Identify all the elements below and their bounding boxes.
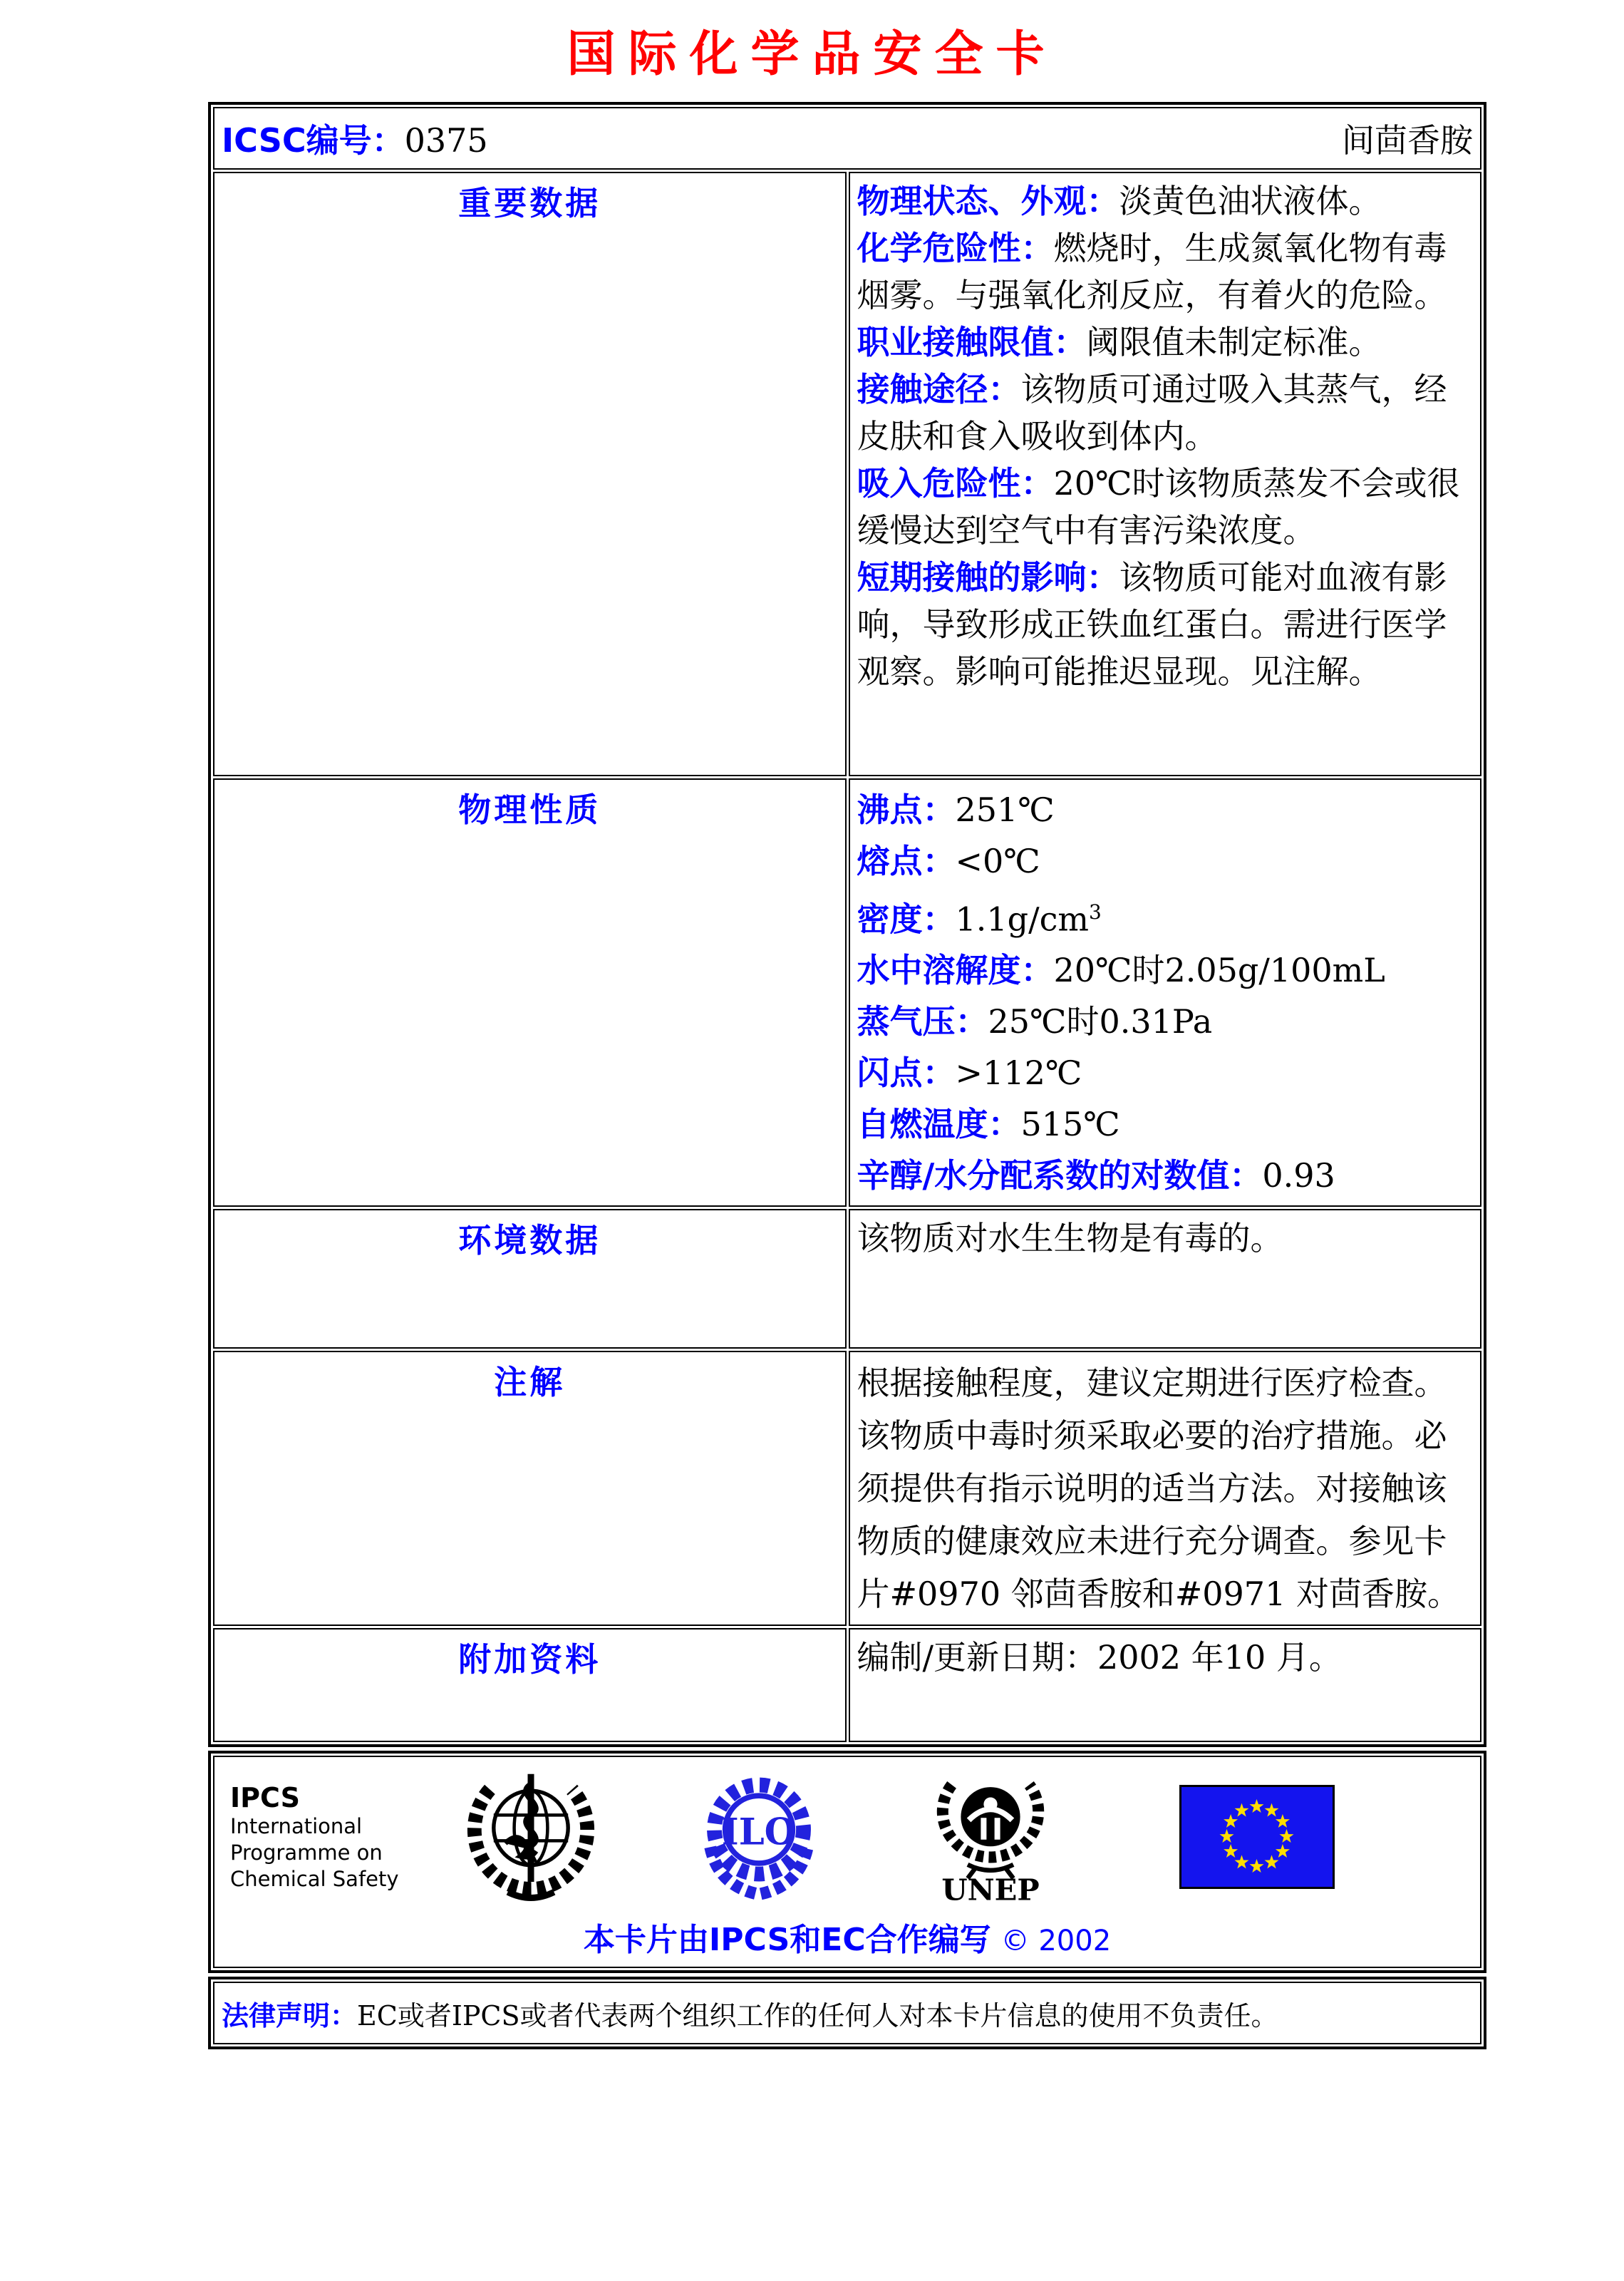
icsc-number-value: 0375 xyxy=(404,121,488,160)
row-important-data xyxy=(213,172,1481,776)
environmental-data-content xyxy=(849,1209,1482,1349)
notes-text: 根据接触程度，建议定期进行医疗检查。该物质中毒时须采取必要的治疗措施。必须提供有指示说明的适当方法。对接触该物质的健康效应未进行充分调查。参见卡片#0970 邻茴香胺和#0971 对茴香胺。 xyxy=(857,1364,1460,1614)
field-occupational-limit: 职业接触限值：阈限值未制定标准。 xyxy=(857,323,1382,361)
section-label-important: 重要数据 xyxy=(458,184,601,222)
header-row xyxy=(213,107,1481,170)
section-label-environment: 环境数据 xyxy=(458,1221,601,1260)
svg-text:UNEP: UNEP xyxy=(941,1872,1040,1907)
field-partition-coefficient: 辛醇/水分配系数的对数值：0.93 xyxy=(857,1156,1335,1195)
field-autoignition-temp: 自燃温度：515℃ xyxy=(857,1105,1120,1144)
copyright-text: © 2002 xyxy=(1000,1925,1112,1958)
logos-row xyxy=(220,1766,1474,1908)
row-additional-info xyxy=(213,1628,1481,1742)
field-vapor-pressure: 蒸气压：25℃时0.31Pa xyxy=(857,1002,1213,1041)
important-data-content xyxy=(849,172,1482,776)
field-melting-point: 熔点：<0℃ xyxy=(857,842,1040,880)
update-date-text: 编制/更新日期：2002 年10 月。 xyxy=(857,1638,1342,1677)
environment-text: 该物质对水生生物是有毒的。 xyxy=(857,1219,1283,1258)
field-exposure-routes: 接触途径：该物质可通过吸入其蒸气，经皮肤和食入吸收到体内。 xyxy=(857,370,1447,455)
main-table xyxy=(208,102,1486,1747)
credit-line xyxy=(220,1914,1474,1960)
row-notes xyxy=(213,1351,1481,1626)
eu-flag-icon xyxy=(1179,1785,1335,1889)
field-boiling-point: 沸点：251℃ xyxy=(857,791,1055,829)
field-inhalation-risk: 吸入危险性：20℃时该物质蒸发不会或很缓慢达到空气中有害污染浓度。 xyxy=(857,464,1460,550)
icsc-number-label: ICSC编号： xyxy=(222,121,405,160)
chemical-name: 间茴香胺 xyxy=(1342,121,1473,160)
field-density: 密度：$1.1g/cm^3$ xyxy=(857,900,1102,939)
legal-text: EC或者IPCS或者代表两个组织工作的任何人对本卡片信息的使用不负责任。 xyxy=(357,1999,1278,2032)
legal-label: 法律声明： xyxy=(222,1999,358,2032)
row-environmental-data xyxy=(213,1209,1481,1349)
physical-properties-content xyxy=(849,778,1482,1207)
section-label-additional: 附加资料 xyxy=(458,1640,601,1679)
credit-text: 本卡片由IPCS和EC合作编写 xyxy=(583,1922,991,1959)
unep-logo-icon xyxy=(933,1768,1048,1907)
ipcs-title: IPCS xyxy=(230,1781,300,1813)
icsc-page xyxy=(0,16,1624,2281)
row-physical-properties xyxy=(213,778,1481,1207)
who-logo-icon xyxy=(467,1766,595,1908)
field-flash-point: 闪点：>112℃ xyxy=(857,1054,1082,1093)
svg-text:ILO: ILO xyxy=(721,1811,797,1854)
notes-content xyxy=(849,1351,1482,1626)
legal-box xyxy=(208,1977,1486,2049)
field-short-term-effects: 短期接触的影响：该物质可能对血液有影响，导致形成正铁血红蛋白。需进行医学观察。影响可能推迟显现。见注解。 xyxy=(857,558,1447,691)
section-label-notes: 注解 xyxy=(494,1363,566,1402)
ipcs-text-block: IPCS International Programme on Chemical Safety xyxy=(230,1782,417,1893)
field-chemical-danger: 化学危险性：燃烧时，生成氮氧化物有毒烟雾。与强氧化剂反应，有着火的危险。 xyxy=(857,229,1447,314)
page-title: 国际化学品安全卡 xyxy=(567,26,1057,83)
density-superscript: 3 xyxy=(1088,900,1102,924)
logos-box xyxy=(208,1751,1486,1973)
icsc-number-group xyxy=(222,115,488,162)
field-water-solubility: 水中溶解度：20℃时2.05g/100mL xyxy=(857,951,1385,990)
ilo-logo-icon xyxy=(691,1773,827,1901)
additional-info-content xyxy=(849,1628,1482,1742)
section-label-physical: 物理性质 xyxy=(458,791,601,829)
icsc-card xyxy=(208,102,1486,2049)
field-physical-state: 物理状态、外观：淡黄色油状液体。 xyxy=(857,182,1382,220)
